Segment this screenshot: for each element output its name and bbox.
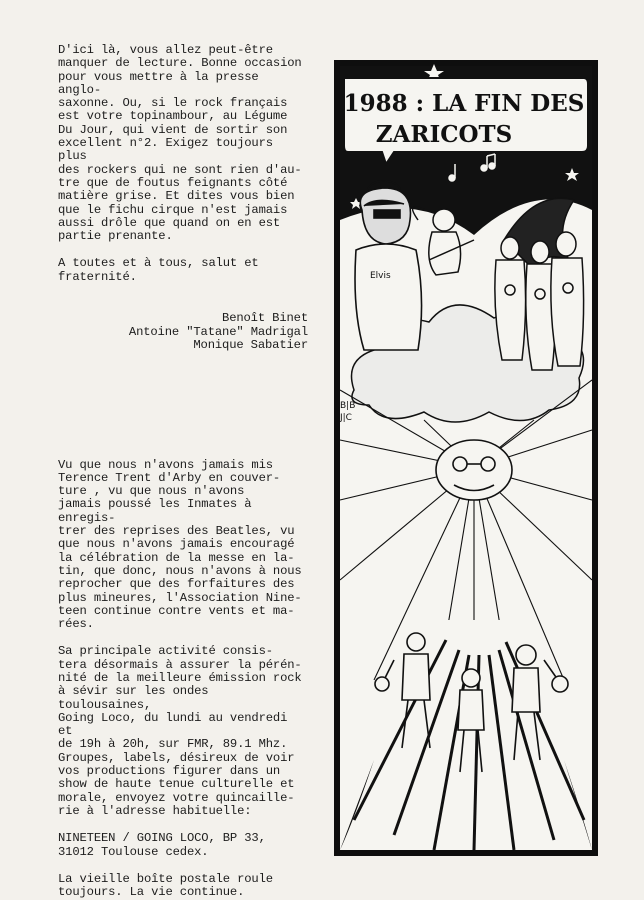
paragraph-closing: La vieille boîte postale roule toujours. La vie continue. bbox=[58, 871, 273, 900]
signature-antoine: Antoine "Tatane" Madrigal bbox=[128, 324, 308, 339]
postal-address: NINETEEN / GOING LOCO, BP 33, 31012 Toulouse cedex. bbox=[58, 831, 266, 859]
signature-benoit: Benoît Binet bbox=[222, 311, 308, 326]
article-text-column bbox=[58, 44, 308, 899]
signature-monique: Monique Sabatier bbox=[193, 338, 308, 353]
comic-illustration bbox=[334, 60, 598, 856]
sun-face bbox=[436, 440, 512, 500]
caption-title-line-2: ZARICOTS bbox=[375, 121, 513, 148]
shirt-label: Elvis bbox=[370, 271, 391, 281]
comic-drawing bbox=[334, 60, 598, 856]
signature-block bbox=[58, 312, 308, 353]
paragraph-reading-tips: D'ici là, vous allez peut-être manquer de lecture. Bonne occasion pour vous mettre à la presse anglo- saxonne. Ou, si le rock français est votre topinambour, au Légume Du Jour, qui vient de sortir son excellent n°2. Exigez toujours plus des rockers qui ne sont rien d'au- tre que de foutus feignants côté matière grise. Et dites vous bien que le fichu cirque n'est jamais aussi drôle que quand on en est partie prenante. bbox=[58, 43, 302, 244]
paragraph-association: Vu que nous n'avons jamais mis Terence Trent d'Arby en couver- ture , vu que nous n'avons jamais poussé les Inmates à enregis- trer des reprises des Beatles, vu que nous n'avons jamais encouragé la célébration de la messe en la- tin, que donc, nous n'avons à nous reprocher que des forfaitures des plus mineures, l'Association Nine- teen continue contre vents et ma- rées. bbox=[58, 457, 302, 632]
paragraph-greeting: A toutes et à tous, salut et fraternité. bbox=[58, 256, 259, 284]
paragraph-radio-show: Sa principale activité consis- tera désormais à assurer la pérén- nité de la meilleure émission rock à sévir sur les ondes toulousaines, Going Loco, du lundi au vendredi et de 19h à 20h, sur FMR, 89.1 Mhz. Groupes, labels, désireux de voir vos productions figurer dans un show de haute tenue culturelle et morale, envoyez votre quincaille- rie à l'adresse habituelle: bbox=[58, 644, 302, 818]
svg-text:J|C: J|C bbox=[340, 413, 352, 423]
svg-text:B|B: B|B bbox=[340, 401, 356, 411]
caption-title-line-1: 1988 : LA FIN DES bbox=[343, 90, 585, 117]
